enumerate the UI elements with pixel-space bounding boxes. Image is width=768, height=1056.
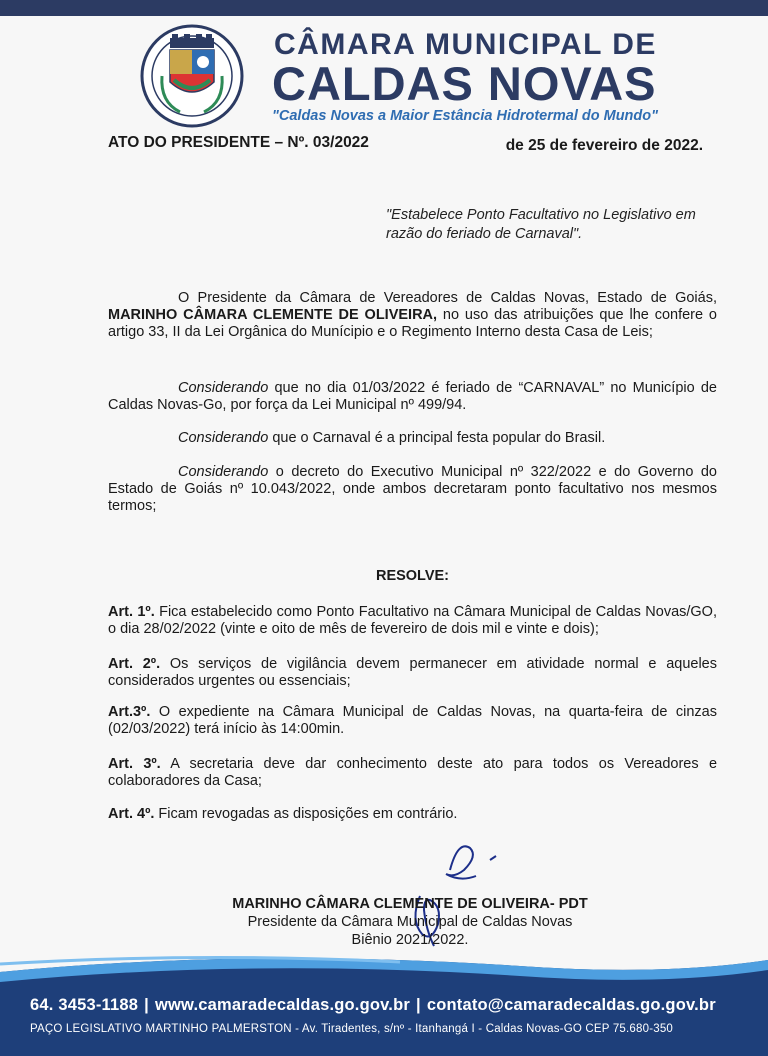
signer-term: Biênio 2021/2022.: [351, 932, 469, 948]
article-text: A secretaria deve dar conhecimento deste ato para todos os Vereadores e colaboradores da Casa;: [108, 756, 718, 789]
act-date: de 25 de fevereiro de 2022.: [505, 137, 703, 154]
footer-address: PAÇO LEGISLATIVO MARTINHO PALMERSTON - Av. Tiradentes, s/nº - Itanhangá I - Caldas Novas-GO CEP 75.680-350: [30, 1023, 674, 1035]
article-label: Art. 4º.: [108, 806, 155, 822]
preamble-rest: no uso das atribuições que lhe confere o artigo 33, II da Lei Orgânica do Munícipio e o Regimento Interno desta Casa de Leis;: [108, 307, 717, 340]
org-tagline: "Caldas Novas a Maior Estância Hidrotermal do Mundo": [272, 108, 658, 124]
article-label: Art. 2º.: [108, 656, 161, 672]
article-text: O expediente na Câmara Municipal de Caldas Novas, na quarta-feira de cinzas (02/03/2022) terá início às 14:00min.: [108, 704, 717, 737]
footer-phone: 64. 3453-1188: [30, 996, 139, 1014]
footer: [0, 948, 768, 1056]
article-3a: [108, 704, 717, 738]
resolve-heading: RESOLVE:: [375, 568, 450, 584]
considerando-text: o decreto do Executivo Municipal nº 322/2022 e do Governo do Estado de Goiás nº 10.043/2022, onde ambos decretaram ponto facultativo nos mesmos termos;: [108, 464, 717, 514]
considerando-lead: Considerando: [178, 464, 269, 480]
article-label: Art.3º.: [108, 704, 151, 720]
considerando-text: que no dia 01/03/2022 é feriado de “CARNAVAL” no Município de Caldas Novas-Go, por força da Lei Municipal nº 499/94.: [108, 380, 717, 413]
article-3b: [108, 756, 717, 790]
article-label: Art. 1º.: [108, 604, 155, 620]
org-name-line1: CÂMARA MUNICIPAL DE: [274, 28, 657, 61]
signer-name: MARINHO CÂMARA CLEMENTE DE OLIVEIRA- PDT: [232, 896, 588, 912]
footer-contact-line: 64. 3453-1188 | www.camaradecaldas.go.gov.br | contato@camaradecaldas.go.gov.br: [30, 996, 716, 1014]
act-number: ATO DO PRESIDENTE – Nº. 03/2022: [108, 134, 369, 151]
footer-email[interactable]: contato@camaradecaldas.go.gov.br: [426, 996, 716, 1014]
letterhead: [0, 16, 768, 126]
article-4: [108, 806, 717, 823]
signature-block: [200, 895, 620, 949]
article-label: Art. 3º.: [108, 756, 161, 772]
considerando-3: [108, 464, 717, 515]
article-2: [108, 656, 717, 690]
article-text: Ficam revogadas as disposições em contrário.: [154, 806, 458, 822]
considerando-2: [108, 430, 717, 447]
top-band: [0, 0, 768, 16]
article-text: Fica estabelecido como Ponto Facultativo na Câmara Municipal de Caldas Novas/GO, o dia 28/02/2022 (vinte e oito de mês de fevereiro de dois mil e vinte e dois);: [108, 604, 717, 637]
municipal-seal-icon: [140, 24, 244, 128]
considerando-lead: Considerando: [178, 430, 269, 446]
president-name: MARINHO CÂMARA CLEMENTE DE OLIVEIRA,: [108, 307, 438, 323]
considerando-lead: Considerando: [178, 380, 269, 396]
footer-site[interactable]: www.camaradecaldas.go.gov.br: [154, 996, 410, 1014]
article-1: [108, 604, 717, 638]
preamble-intro: O Presidente da Câmara de Vereadores de Caldas Novas, Estado de Goiás,: [178, 290, 717, 306]
considerando-text: que o Carnaval é a principal festa popular do Brasil.: [268, 430, 606, 446]
ementa: "Estabelece Ponto Facultativo no Legislativo em razão do feriado de Carnaval".: [386, 207, 696, 242]
signer-role: Presidente da Câmara Municipal de Caldas Novas: [247, 914, 573, 930]
org-name-line2: CALDAS NOVAS: [272, 57, 657, 110]
considerando-1: [108, 380, 717, 414]
preamble: [108, 290, 717, 341]
article-text: Os serviços de vigilância devem permanecer em atividade normal e aqueles considerados urgentes ou essenciais;: [108, 656, 717, 689]
